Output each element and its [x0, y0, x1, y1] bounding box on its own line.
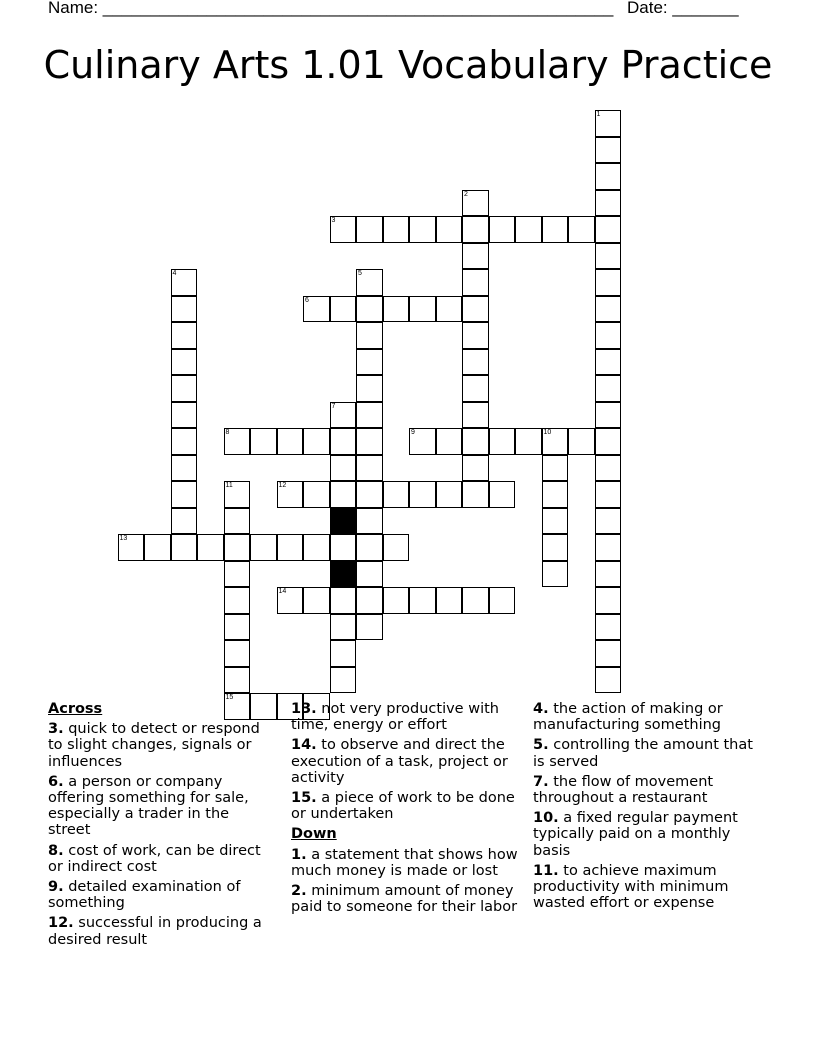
down-clue-11: 11. to achieve maximum productivity with minimum wasted effort or expense: [533, 862, 729, 912]
down-clue-2: 2. minimum amount of money paid to someone for their labor: [291, 883, 518, 916]
crossword-cell[interactable]: [462, 269, 489, 296]
crossword-cell[interactable]: [595, 163, 622, 190]
across-clue-8: 8. cost of work, can be direct or indirect cost: [48, 842, 261, 875]
crossword-cell[interactable]: [224, 667, 251, 694]
across-clue-15: 15. a piece of work to be done or undertaken: [291, 790, 515, 823]
crossword-cell[interactable]: [489, 481, 516, 508]
crossword-cell[interactable]: [462, 190, 489, 217]
crossword-cell[interactable]: [542, 481, 569, 508]
crossword-cell[interactable]: [356, 322, 383, 349]
cell-number: 7: [331, 402, 336, 410]
crossword-cell[interactable]: [277, 428, 304, 455]
crossword-cell[interactable]: [303, 428, 330, 455]
cell-number: 1: [596, 111, 601, 118]
crossword-cell[interactable]: [356, 349, 383, 376]
crossword-cell[interactable]: [303, 587, 330, 614]
crossword-cell[interactable]: [356, 614, 383, 641]
crossword-cell[interactable]: [171, 269, 198, 296]
crossword-cell[interactable]: [462, 402, 489, 429]
crossword-cell[interactable]: [489, 587, 516, 614]
crossword-cell[interactable]: [356, 587, 383, 614]
crossword-cell[interactable]: [330, 667, 357, 694]
crossword-cell[interactable]: [356, 561, 383, 588]
cell-number: 11: [225, 482, 233, 489]
across-clue-12: 12. successful in producing a desired result: [48, 915, 262, 948]
crossword-cell[interactable]: [356, 455, 383, 482]
crossword-cell[interactable]: [462, 481, 489, 508]
crossword-cell[interactable]: [595, 296, 622, 323]
crossword-cell[interactable]: [595, 455, 622, 482]
crossword-cell[interactable]: [171, 481, 198, 508]
down-clue-10: 10. a fixed regular payment typically paid on a monthly basis: [533, 810, 738, 859]
crossword-cell[interactable]: [356, 508, 383, 535]
crossword-cell[interactable]: [542, 216, 569, 243]
black-cell: [330, 508, 357, 535]
crossword-cell[interactable]: [462, 587, 489, 614]
cell-number: 6: [305, 296, 309, 304]
crossword-cell[interactable]: [542, 534, 569, 561]
down-clue-4: 4. the action of making or manufacturing something: [533, 701, 723, 734]
crossword-cell[interactable]: [595, 481, 622, 508]
crossword-cell[interactable]: [595, 216, 622, 243]
cell-number: 15: [225, 694, 234, 701]
crossword-cell[interactable]: [595, 508, 622, 535]
across-clue-13: 13. not very productive with time, energy or effort: [291, 701, 499, 734]
across-clue-9: 9. detailed examination of something: [48, 879, 241, 912]
crossword-cell[interactable]: [383, 481, 410, 508]
crossword-cell[interactable]: [462, 428, 489, 455]
crossword-cell[interactable]: [595, 534, 622, 561]
crossword-cell[interactable]: [250, 534, 277, 561]
cell-number: 14: [278, 588, 287, 595]
crossword-cell[interactable]: [515, 428, 542, 455]
cell-number: 10: [543, 429, 552, 436]
crossword-cell[interactable]: [409, 216, 436, 243]
clues-column-3: [533, 701, 763, 915]
crossword-cell[interactable]: [515, 216, 542, 243]
crossword-cell[interactable]: [356, 402, 383, 429]
cell-number: 4: [172, 270, 177, 277]
crossword-cell[interactable]: [436, 428, 463, 455]
crossword-cell[interactable]: [356, 216, 383, 243]
crossword-cell[interactable]: [356, 296, 383, 323]
across-clue-3: 3. quick to detect or respond to slight changes, signals or influences: [48, 721, 260, 770]
crossword-cell[interactable]: [595, 322, 622, 349]
crossword-cell[interactable]: [568, 428, 595, 455]
date-line[interactable]: Date: _______: [627, 0, 739, 17]
crossword-cell[interactable]: [356, 269, 383, 296]
crossword-cell[interactable]: [436, 216, 463, 243]
crossword-cell[interactable]: [118, 534, 145, 561]
crossword-cell[interactable]: [303, 481, 330, 508]
cell-number: 5: [358, 270, 362, 277]
crossword-cell[interactable]: [224, 561, 251, 588]
crossword-cell[interactable]: [462, 349, 489, 376]
down-clue-7: 7. the flow of movement throughout a restaurant: [533, 773, 714, 807]
crossword-cell[interactable]: [224, 481, 251, 508]
crossword-cell[interactable]: [436, 296, 463, 323]
crossword-cell[interactable]: [356, 428, 383, 455]
crossword-cell[interactable]: [330, 534, 357, 561]
crossword-cell[interactable]: [409, 481, 436, 508]
crossword-cell[interactable]: [542, 428, 569, 455]
crossword-cell[interactable]: [330, 402, 357, 429]
crossword-cell[interactable]: [171, 375, 198, 402]
crossword-cell[interactable]: [330, 216, 357, 243]
down-heading: Down: [291, 826, 337, 843]
crossword-cell[interactable]: [224, 614, 251, 641]
cell-number: 8: [225, 429, 230, 436]
crossword-cell[interactable]: [462, 296, 489, 323]
crossword-cell[interactable]: [436, 587, 463, 614]
crossword-cell[interactable]: [595, 190, 622, 217]
crossword-cell[interactable]: [595, 375, 622, 402]
crossword-cell[interactable]: [171, 349, 198, 376]
crossword-cell[interactable]: [436, 481, 463, 508]
crossword-cell[interactable]: [356, 375, 383, 402]
crossword-cell[interactable]: [489, 428, 516, 455]
page-title: Culinary Arts 1.01 Vocabulary Practice: [43, 43, 773, 87]
clues-column-1: [48, 701, 276, 952]
crossword-cell[interactable]: [224, 534, 251, 561]
crossword-cell[interactable]: [277, 481, 304, 508]
crossword-cell[interactable]: [303, 534, 330, 561]
crossword-cell[interactable]: [224, 587, 251, 614]
crossword-cell[interactable]: [330, 587, 357, 614]
crossword-cell[interactable]: [383, 587, 410, 614]
crossword-cell[interactable]: [383, 216, 410, 243]
crossword-cell[interactable]: [542, 561, 569, 588]
crossword-cell[interactable]: [568, 216, 595, 243]
crossword-cell[interactable]: [330, 455, 357, 482]
crossword-cell[interactable]: [171, 455, 198, 482]
crossword-cell[interactable]: [330, 481, 357, 508]
crossword-cell[interactable]: [277, 534, 304, 561]
cell-number: 2: [464, 190, 468, 198]
crossword-cell[interactable]: [595, 640, 622, 667]
crossword-cell[interactable]: [409, 587, 436, 614]
crossword-cell[interactable]: [595, 402, 622, 429]
cell-number: 9: [411, 429, 415, 436]
crossword-cell[interactable]: [542, 455, 569, 482]
crossword-cell[interactable]: [171, 428, 198, 455]
down-clue-5: 5. controlling the amount that is served: [533, 737, 753, 770]
crossword-cell[interactable]: [171, 508, 198, 535]
crossword-cell[interactable]: [409, 428, 436, 455]
crossword-cell[interactable]: [595, 561, 622, 588]
crossword-cell[interactable]: [595, 110, 622, 137]
crossword-cell[interactable]: [171, 402, 198, 429]
clues-column-2: [291, 701, 523, 919]
cell-number: 13: [119, 535, 128, 542]
crossword-cell[interactable]: [462, 455, 489, 482]
crossword-cell[interactable]: [595, 614, 622, 641]
crossword-cell[interactable]: [462, 375, 489, 402]
crossword-cell[interactable]: [171, 534, 198, 561]
across-clue-14: 14. to observe and direct the execution of a task, project or activity: [291, 737, 508, 786]
crossword-cell[interactable]: [595, 269, 622, 296]
crossword-cell[interactable]: [330, 428, 357, 455]
crossword-cell[interactable]: [595, 137, 622, 164]
crossword-cell[interactable]: [489, 216, 516, 243]
down-clue-1: 1. a statement that shows how much money is made or lost: [291, 846, 518, 879]
black-cell: [330, 561, 357, 588]
name-line[interactable]: Name: ______________________________________________________: [48, 0, 614, 17]
crossword-cell[interactable]: [171, 322, 198, 349]
across-clue-6: 6. a person or company offering something for sale, especially a trader in the street: [48, 773, 249, 839]
crossword-cell[interactable]: [462, 216, 489, 243]
crossword-cell[interactable]: [224, 508, 251, 535]
crossword-cell[interactable]: [409, 296, 436, 323]
crossword-cell[interactable]: [462, 322, 489, 349]
crossword-cell[interactable]: [330, 614, 357, 641]
crossword-cell[interactable]: [595, 587, 622, 614]
crossword-cell[interactable]: [330, 640, 357, 667]
crossword-cell[interactable]: [303, 296, 330, 323]
crossword-cell[interactable]: [462, 243, 489, 270]
crossword-cell[interactable]: [595, 243, 622, 270]
across-heading: Across: [48, 701, 103, 717]
crossword-cell[interactable]: [383, 534, 410, 561]
crossword-cell[interactable]: [595, 667, 622, 694]
crossword-cell[interactable]: [330, 296, 357, 323]
crossword-cell[interactable]: [171, 296, 198, 323]
crossword-cell[interactable]: [250, 428, 277, 455]
cell-number: 3: [331, 217, 336, 224]
crossword-cell[interactable]: [542, 508, 569, 535]
crossword-cell[interactable]: [224, 640, 251, 667]
crossword-cell[interactable]: [144, 534, 171, 561]
crossword-cell[interactable]: [383, 296, 410, 323]
crossword-cell[interactable]: [595, 428, 622, 455]
cell-number: 12: [278, 482, 287, 489]
crossword-cell[interactable]: [356, 481, 383, 508]
crossword-cell[interactable]: [595, 349, 622, 376]
crossword-cell[interactable]: [224, 428, 251, 455]
crossword-cell[interactable]: [197, 534, 224, 561]
crossword-cell[interactable]: [277, 587, 304, 614]
crossword-cell[interactable]: [356, 534, 383, 561]
